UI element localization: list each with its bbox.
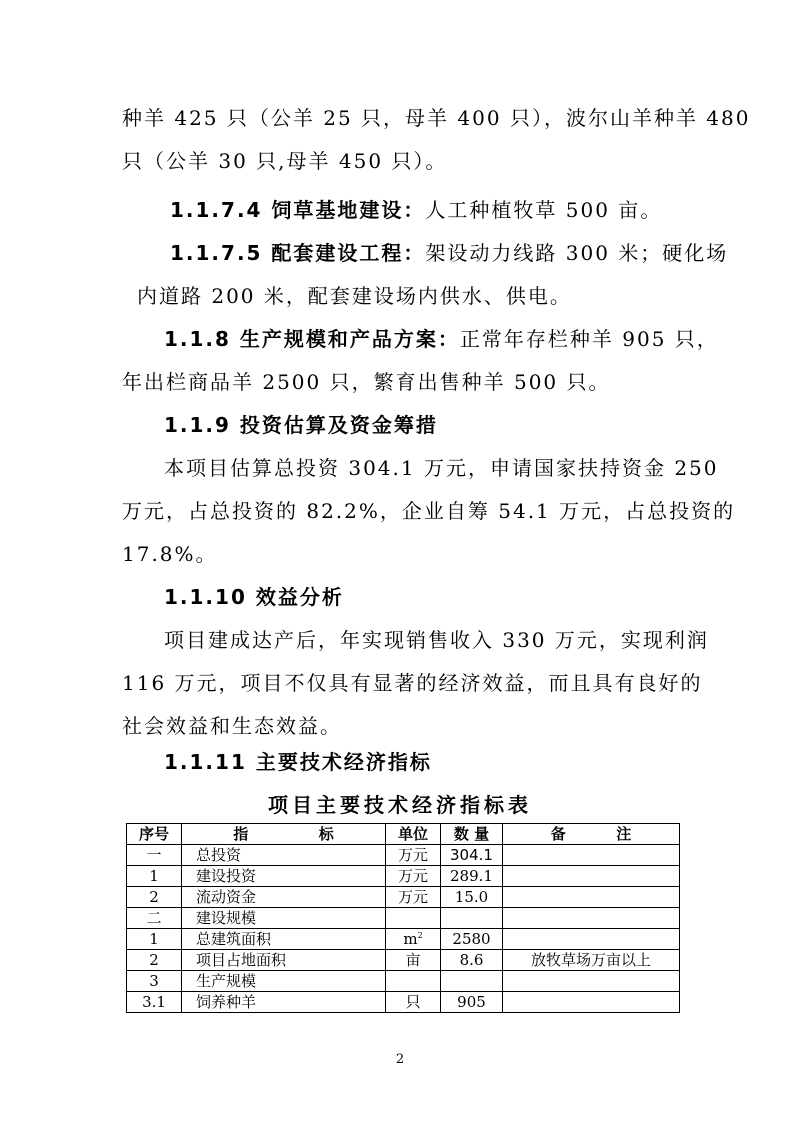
unit-base: m [403,930,418,948]
table-row [127,950,680,971]
cell-no: 2 [127,950,182,971]
section-heading: 1.1.7.4 饲草基地建设： [170,198,426,222]
header-no: 序号 [127,824,182,845]
cell-note: 放牧草场万亩以上 [503,950,680,971]
cell-no: 1 [127,929,182,950]
cell-name: 流动资金 [182,887,386,908]
cell-note [503,866,680,887]
body-line: 只（公羊 30 只,母羊 450 只）。 [122,149,448,173]
header-note-b: 注 [616,825,632,843]
cell-name: 建设规模 [182,908,386,929]
cell-note [503,887,680,908]
cell-name: 总建筑面积 [182,929,386,950]
section-text: 架设动力线路 300 米；硬化场 [425,241,729,265]
table-title: 项目主要技术经济指标表 [268,793,532,817]
body-line: 本项目估算总投资 304.1 万元，申请国家扶持资金 250 [164,456,719,480]
cell-qty: 304.1 [441,845,503,866]
table-row [127,908,680,929]
cell-qty [441,971,503,992]
table-row [127,845,680,866]
header-note [503,824,680,845]
table-row [127,929,680,950]
cell-qty: 8.6 [441,950,503,971]
section-heading: 1.1.8 生产规模和产品方案： [164,327,460,351]
section-1175 [170,239,728,267]
header-indicator-a: 指 [233,825,249,843]
section-118 [164,325,719,353]
cell-no: 二 [127,908,182,929]
cell-unit [386,971,441,992]
cell-qty: 905 [441,992,503,1013]
cell-no: 3.1 [127,992,182,1013]
table-row [127,866,680,887]
body-line: 内道路 200 米，配套建设场内供水、供电。 [137,284,572,308]
section-heading-1110: 1.1.10 效益分析 [164,585,344,609]
header-unit: 单位 [386,824,441,845]
cell-no: 3 [127,971,182,992]
cell-unit: 只 [386,992,441,1013]
cell-no: 一 [127,845,182,866]
cell-name: 总投资 [182,845,386,866]
table-row [127,887,680,908]
cell-unit: 亩 [386,950,441,971]
section-1174 [170,196,662,224]
body-line: 社会效益和生态效益。 [122,714,342,738]
header-indicator-b: 标 [318,825,334,843]
cell-qty: 289.1 [441,866,503,887]
cell-name: 饲养种羊 [182,992,386,1013]
cell-note [503,971,680,992]
cell-unit: 万元 [386,866,441,887]
section-heading: 1.1.7.5 配套建设工程： [170,241,426,265]
cell-note [503,929,680,950]
table-header-row [127,824,680,845]
cell-no: 1 [127,866,182,887]
unit-superscript: 2 [417,931,423,940]
section-text: 正常年存栏种羊 905 只， [459,327,719,351]
cell-unit: 万元 [386,887,441,908]
cell-qty: 2580 [441,929,503,950]
section-heading-119: 1.1.9 投资估算及资金筹措 [164,413,438,437]
indicators-table [126,823,680,1013]
table-row [127,971,680,992]
body-line: 年出栏商品羊 2500 只，繁育出售种羊 500 只。 [122,370,611,394]
body-line: 万元，占总投资的 82.2%，企业自筹 54.1 万元，占总投资的 [122,499,736,523]
cell-qty: 15.0 [441,887,503,908]
cell-unit [386,908,441,929]
header-indicator [182,824,386,845]
header-qty: 数 量 [441,824,503,845]
cell-name: 建设投资 [182,866,386,887]
cell-note [503,845,680,866]
cell-name: 项目占地面积 [182,950,386,971]
body-line: 种羊 425 只（公羊 25 只，母羊 400 只），波尔山羊种羊 480 [122,106,751,130]
section-text: 人工种植牧草 500 亩。 [425,198,663,222]
cell-note [503,992,680,1013]
body-line: 项目建成达产后，年实现销售收入 330 万元，实现利润 [164,628,709,652]
body-line: 116 万元，项目不仅具有显著的经济效益，而且具有良好的 [122,671,703,695]
cell-unit [386,929,441,950]
cell-name: 生产规模 [182,971,386,992]
cell-no: 2 [127,887,182,908]
page-number: 2 [395,1052,405,1067]
body-line: 17.8%。 [122,542,218,566]
cell-qty [441,908,503,929]
cell-note [503,908,680,929]
table-row [127,992,680,1013]
cell-unit: 万元 [386,845,441,866]
header-note-a: 备 [550,825,566,843]
section-heading-1111: 1.1.11 主要技术经济指标 [164,750,432,774]
